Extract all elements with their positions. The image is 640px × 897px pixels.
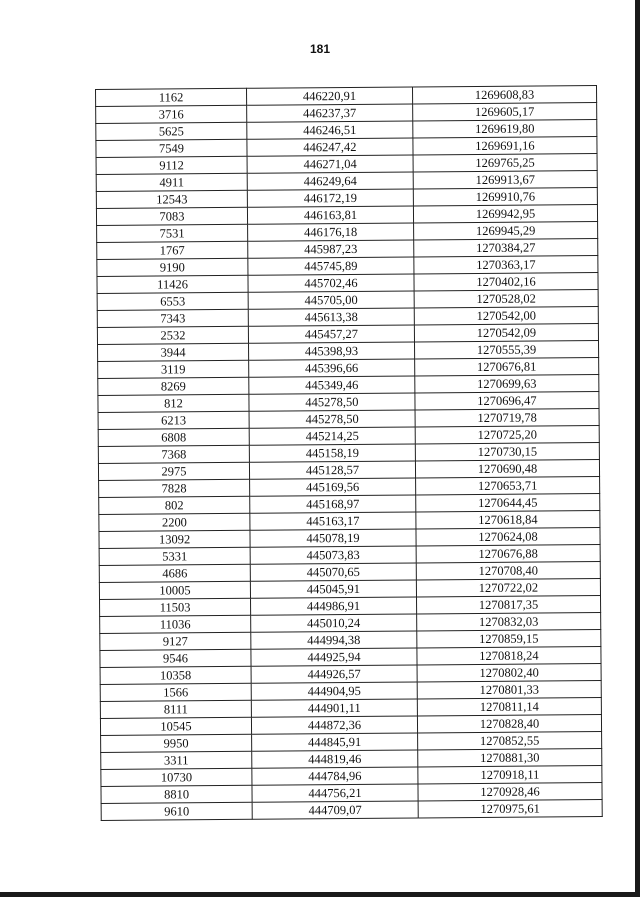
x-coordinate-cell: 446271,04 [247, 155, 413, 173]
point-number-cell: 9950 [101, 734, 252, 752]
x-coordinate-cell: 444994,38 [251, 631, 417, 649]
y-coordinate-cell: 1270802,40 [417, 664, 601, 682]
x-coordinate-cell: 444819,46 [252, 750, 418, 768]
y-coordinate-cell: 1269619,80 [413, 120, 597, 138]
y-coordinate-cell: 1270528,02 [414, 290, 598, 308]
point-number-cell: 10358 [100, 666, 251, 684]
y-coordinate-cell: 1270828,40 [417, 715, 601, 733]
point-number-cell: 13092 [99, 530, 250, 548]
point-number-cell: 2532 [97, 326, 248, 344]
point-number-cell: 1767 [97, 241, 248, 259]
y-coordinate-cell: 1270918,11 [418, 766, 602, 784]
x-coordinate-cell: 445702,46 [248, 274, 414, 292]
x-coordinate-cell: 445010,24 [251, 614, 417, 632]
y-coordinate-cell: 1269942,95 [413, 205, 597, 223]
point-number-cell: 8810 [101, 785, 252, 803]
x-coordinate-cell: 446220,91 [246, 87, 412, 105]
y-coordinate-cell: 1270818,24 [417, 647, 601, 665]
table-body [96, 86, 603, 821]
y-coordinate-cell: 1269605,17 [413, 103, 597, 121]
point-number-cell: 11426 [97, 275, 248, 293]
point-number-cell: 4686 [99, 564, 250, 582]
x-coordinate-cell: 444756,21 [252, 784, 418, 802]
x-coordinate-cell: 445168,97 [250, 495, 416, 513]
y-coordinate-cell: 1270624,08 [416, 528, 600, 546]
coordinates-table [95, 85, 603, 821]
point-number-cell: 3311 [101, 751, 252, 769]
x-coordinate-cell: 444925,94 [251, 648, 417, 666]
point-number-cell: 6213 [98, 411, 249, 429]
point-number-cell: 2200 [99, 513, 250, 531]
point-number-cell: 7549 [96, 139, 247, 157]
x-coordinate-cell: 446237,37 [247, 104, 413, 122]
point-number-cell: 7343 [97, 309, 248, 327]
y-coordinate-cell: 1270402,16 [414, 273, 598, 291]
x-coordinate-cell: 445745,89 [248, 257, 414, 275]
y-coordinate-cell: 1270832,03 [417, 613, 601, 631]
x-coordinate-cell: 444784,96 [252, 767, 418, 785]
point-number-cell: 6553 [97, 292, 248, 310]
point-number-cell: 9546 [100, 649, 251, 667]
scan-edge-bottom [0, 892, 640, 897]
x-coordinate-cell: 444986,91 [251, 597, 417, 615]
y-coordinate-cell: 1270384,27 [414, 239, 598, 257]
x-coordinate-cell: 445349,46 [249, 376, 415, 394]
y-coordinate-cell: 1270542,09 [414, 324, 598, 342]
y-coordinate-cell: 1270690,48 [415, 460, 599, 478]
x-coordinate-cell: 446246,51 [247, 121, 413, 139]
point-number-cell: 1566 [100, 683, 251, 701]
y-coordinate-cell: 1270676,88 [416, 545, 600, 563]
point-number-cell: 2975 [98, 462, 249, 480]
x-coordinate-cell: 445128,57 [249, 461, 415, 479]
point-number-cell: 12543 [96, 190, 247, 208]
x-coordinate-cell: 444872,36 [251, 716, 417, 734]
x-coordinate-cell: 445163,17 [250, 512, 416, 530]
x-coordinate-cell: 444904,95 [251, 682, 417, 700]
x-coordinate-cell: 444926,57 [251, 665, 417, 683]
x-coordinate-cell: 446249,64 [247, 172, 413, 190]
point-number-cell: 10005 [99, 581, 250, 599]
y-coordinate-cell: 1270801,33 [417, 681, 601, 699]
x-coordinate-cell: 445045,91 [250, 580, 416, 598]
x-coordinate-cell: 444901,11 [251, 699, 417, 717]
y-coordinate-cell: 1270676,81 [415, 358, 599, 376]
y-coordinate-cell: 1270730,15 [415, 443, 599, 461]
x-coordinate-cell: 445169,56 [250, 478, 416, 496]
point-number-cell: 3716 [96, 105, 247, 123]
x-coordinate-cell: 446247,42 [247, 138, 413, 156]
x-coordinate-cell: 444845,91 [252, 733, 418, 751]
y-coordinate-cell: 1270363,17 [414, 256, 598, 274]
y-coordinate-cell: 1270859,15 [417, 630, 601, 648]
y-coordinate-cell: 1270722,02 [416, 579, 600, 597]
point-number-cell: 9610 [101, 802, 252, 820]
point-number-cell: 5331 [99, 547, 250, 565]
y-coordinate-cell: 1269913,67 [413, 171, 597, 189]
x-coordinate-cell: 445987,23 [248, 240, 414, 258]
point-number-cell: 812 [98, 394, 249, 412]
point-number-cell: 9190 [97, 258, 248, 276]
x-coordinate-cell: 446172,19 [247, 189, 413, 207]
y-coordinate-cell: 1270555,39 [414, 341, 598, 359]
y-coordinate-cell: 1270852,55 [418, 732, 602, 750]
y-coordinate-cell: 1270928,46 [418, 783, 602, 801]
point-number-cell: 10730 [101, 768, 252, 786]
y-coordinate-cell: 1270881,30 [418, 749, 602, 767]
x-coordinate-cell: 445073,83 [250, 546, 416, 564]
x-coordinate-cell: 445705,00 [248, 291, 414, 309]
x-coordinate-cell: 445078,19 [250, 529, 416, 547]
y-coordinate-cell: 1269945,29 [414, 222, 598, 240]
y-coordinate-cell: 1270975,61 [418, 800, 602, 818]
x-coordinate-cell: 445158,19 [249, 444, 415, 462]
y-coordinate-cell: 1270653,71 [416, 477, 600, 495]
point-number-cell: 6808 [98, 428, 249, 446]
x-coordinate-cell: 446163,81 [247, 206, 413, 224]
point-number-cell: 4911 [96, 173, 247, 191]
y-coordinate-cell: 1270618,84 [416, 511, 600, 529]
x-coordinate-cell: 445398,93 [249, 342, 415, 360]
point-number-cell: 10545 [100, 717, 251, 735]
point-number-cell: 7531 [97, 224, 248, 242]
y-coordinate-cell: 1270699,63 [415, 375, 599, 393]
point-number-cell: 3944 [98, 343, 249, 361]
y-coordinate-cell: 1270719,78 [415, 409, 599, 427]
point-number-cell: 1162 [96, 88, 247, 106]
x-coordinate-cell: 445396,66 [249, 359, 415, 377]
point-number-cell: 11036 [100, 615, 251, 633]
x-coordinate-cell: 445070,65 [250, 563, 416, 581]
page-number: 181 [309, 42, 331, 56]
point-number-cell: 3119 [98, 360, 249, 378]
point-number-cell: 802 [99, 496, 250, 514]
y-coordinate-cell: 1270696,47 [415, 392, 599, 410]
scan-edge-right [635, 0, 640, 897]
x-coordinate-cell: 445214,25 [249, 427, 415, 445]
point-number-cell: 5625 [96, 122, 247, 140]
x-coordinate-cell: 445457,27 [248, 325, 414, 343]
point-number-cell: 7083 [96, 207, 247, 225]
coordinates-table-container [95, 85, 601, 821]
y-coordinate-cell: 1269765,25 [413, 154, 597, 172]
y-coordinate-cell: 1270811,14 [417, 698, 601, 716]
table-row [101, 800, 602, 821]
point-number-cell: 8269 [98, 377, 249, 395]
y-coordinate-cell: 1269910,76 [413, 188, 597, 206]
y-coordinate-cell: 1270542,00 [414, 307, 598, 325]
x-coordinate-cell: 445278,50 [249, 410, 415, 428]
point-number-cell: 7828 [99, 479, 250, 497]
y-coordinate-cell: 1270725,20 [415, 426, 599, 444]
y-coordinate-cell: 1270708,40 [416, 562, 600, 580]
point-number-cell: 11503 [100, 598, 251, 616]
point-number-cell: 9127 [100, 632, 251, 650]
x-coordinate-cell: 444709,07 [252, 801, 418, 819]
x-coordinate-cell: 445613,38 [248, 308, 414, 326]
y-coordinate-cell: 1270644,45 [416, 494, 600, 512]
x-coordinate-cell: 446176,18 [248, 223, 414, 241]
y-coordinate-cell: 1270817,35 [416, 596, 600, 614]
y-coordinate-cell: 1269691,16 [413, 137, 597, 155]
point-number-cell: 7368 [98, 445, 249, 463]
point-number-cell: 8111 [100, 700, 251, 718]
point-number-cell: 9112 [96, 156, 247, 174]
y-coordinate-cell: 1269608,83 [412, 86, 596, 104]
x-coordinate-cell: 445278,50 [249, 393, 415, 411]
